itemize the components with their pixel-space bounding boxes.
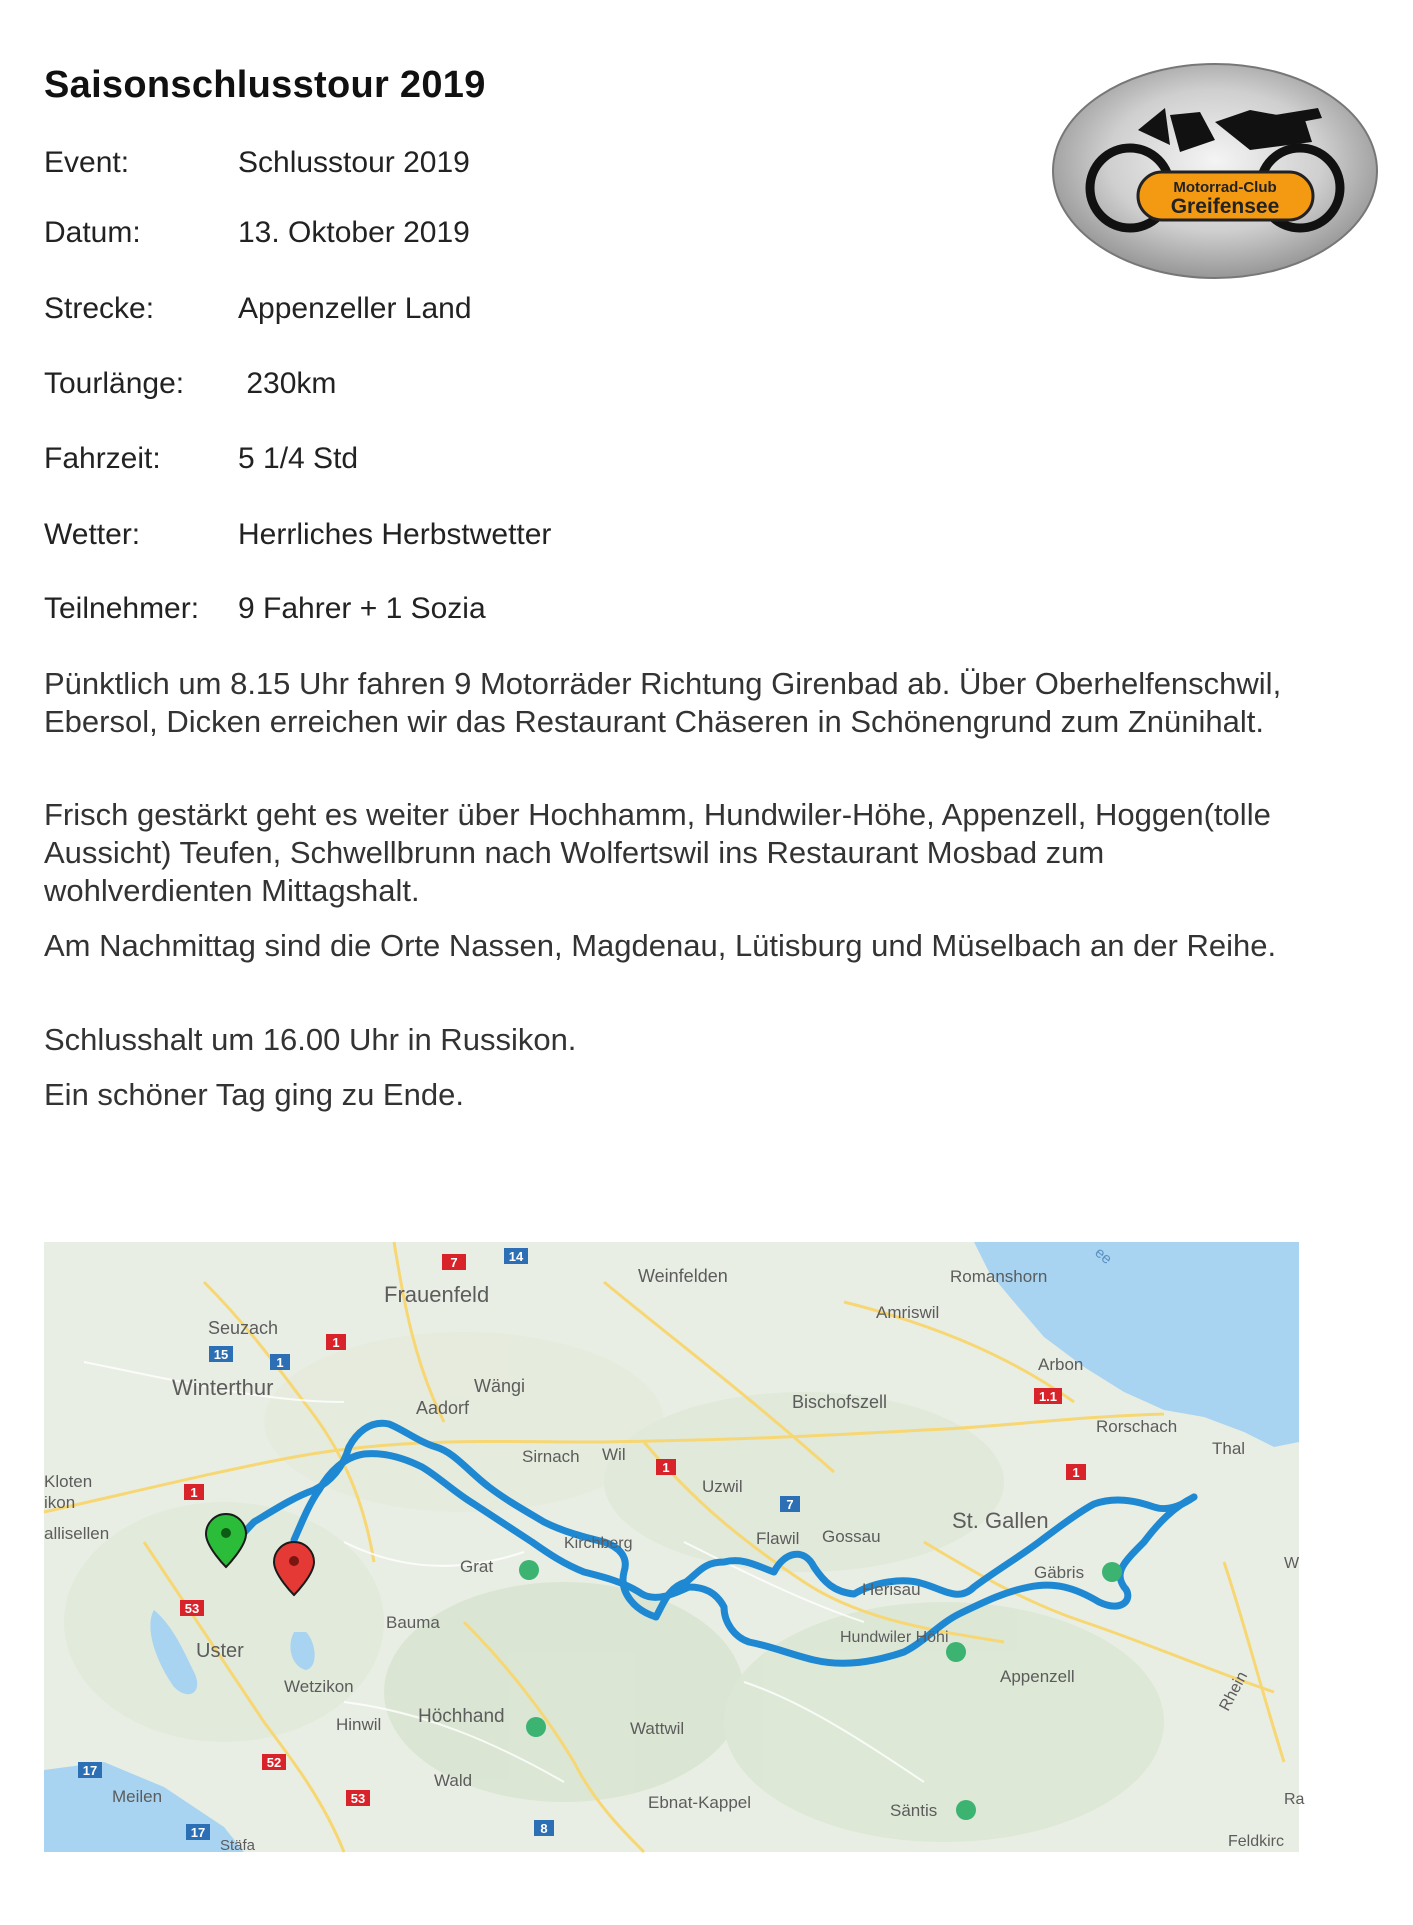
place-label: Gäbris xyxy=(1034,1563,1085,1582)
place-label: Winterthur xyxy=(172,1375,274,1400)
place-label: Aadorf xyxy=(416,1398,470,1418)
place-label: Grat xyxy=(460,1557,494,1576)
place-label: Kloten xyxy=(44,1472,93,1491)
road-shield: 17 xyxy=(190,1825,206,1840)
place-label: Arbon xyxy=(1038,1355,1084,1374)
detail-label: Datum: xyxy=(44,216,141,249)
report-paragraph: Am Nachmittag sind die Orte Nassen, Magdenau, Lütisburg und Müselbach an der Reihe. xyxy=(44,928,1277,963)
place-label: Stäfa xyxy=(220,1837,256,1854)
place-label: Kirchberg xyxy=(564,1535,633,1552)
place-label: Sirnach xyxy=(522,1447,580,1466)
detail-value: 9 Fahrer + 1 Sozia xyxy=(238,592,486,625)
road-shield: 1 xyxy=(1072,1465,1080,1480)
report-paragraph: Frisch gestärkt geht es weiter über Hochhamm, Hundwiler-Höhe, Appenzell, Hoggen(tolle Aussicht) Teufen, Schwellbrunn nach Wolfertswil ins Restaurant Mosbad zum wohlverdienten Mittagshalt. xyxy=(44,797,1271,908)
road-shield: 15 xyxy=(213,1347,229,1362)
place-label: Ra xyxy=(1284,1791,1305,1808)
road-shield: 53 xyxy=(184,1601,200,1616)
route-map[interactable] xyxy=(44,1242,1305,1854)
road-shield: 1.1 xyxy=(1038,1389,1058,1404)
place-label: Säntis xyxy=(890,1801,938,1820)
place-label: Appenzell xyxy=(1000,1667,1075,1686)
place-label: Amriswil xyxy=(876,1303,940,1322)
place-label: Rorschach xyxy=(1096,1417,1178,1436)
place-label: Thal xyxy=(1212,1439,1246,1458)
place-label: ikon xyxy=(44,1493,76,1512)
road-shield: 14 xyxy=(508,1249,524,1264)
road-shield: 17 xyxy=(82,1763,98,1778)
detail-label: Strecke: xyxy=(44,292,155,325)
detail-value: Appenzeller Land xyxy=(238,292,472,325)
place-label: Wald xyxy=(434,1771,473,1790)
place-label: Hundwiler Höhi xyxy=(840,1629,949,1646)
place-label: Ebnat-Kappel xyxy=(648,1793,752,1812)
place-label: Rhein xyxy=(1216,1668,1252,1714)
detail-label: Tourlänge: xyxy=(44,367,185,400)
detail-label: Teilnehmer: xyxy=(44,592,200,625)
logo-line2: Greifensee xyxy=(1170,195,1280,218)
road-shield: 1 xyxy=(276,1355,284,1370)
place-label: Seuzach xyxy=(208,1318,279,1338)
place-label: Herisau xyxy=(862,1580,921,1599)
poi-gabris-icon xyxy=(1102,1562,1122,1582)
place-label: ee xyxy=(1091,1244,1116,1268)
logo-line1: Motorrad-Club xyxy=(1173,179,1277,196)
page-title: Saisonschlusstour 2019 xyxy=(44,64,486,106)
place-label: allisellen xyxy=(44,1524,110,1543)
place-label: Uzwil xyxy=(702,1477,743,1496)
detail-value: 5 1/4 Std xyxy=(238,442,359,475)
place-label: Wil xyxy=(602,1445,626,1464)
place-label: Wattwil xyxy=(630,1719,685,1738)
road-shield: 8 xyxy=(540,1821,548,1836)
place-label: Feldkirc xyxy=(1228,1833,1285,1850)
place-label: Romanshorn xyxy=(950,1267,1048,1286)
detail-label: Event: xyxy=(44,146,130,179)
detail-value: Herrliches Herbstwetter xyxy=(238,518,552,551)
road-shield: 52 xyxy=(266,1755,282,1770)
place-label: Bauma xyxy=(386,1613,440,1632)
detail-label: Fahrzeit: xyxy=(44,442,161,475)
place-label: Uster xyxy=(196,1640,244,1662)
report-paragraph: Pünktlich um 8.15 Uhr fahren 9 Motorräder Richtung Girenbad ab. Über Oberhelfenschwil, Ebersol, Dicken erreichen wir das Restaurant Chäseren in Schönengrund zum Znünihalt. xyxy=(44,666,1282,739)
detail-value: Schlusstour 2019 xyxy=(238,146,470,179)
poi-hoechhand-icon xyxy=(526,1717,546,1737)
place-label: Weinfelden xyxy=(638,1266,728,1286)
report-paragraph: Ein schöner Tag ging zu Ende. xyxy=(44,1077,464,1112)
place-label: W xyxy=(1284,1555,1300,1572)
detail-label: Wetter: xyxy=(44,518,141,551)
road-shield: 7 xyxy=(450,1255,458,1270)
place-label: Flawil xyxy=(756,1529,800,1548)
place-label: Wängi xyxy=(474,1376,526,1396)
place-label: Gossau xyxy=(822,1527,881,1546)
poi-hundwil-icon xyxy=(946,1642,966,1662)
road-shield: 1 xyxy=(332,1335,340,1350)
place-label: Höchhand xyxy=(418,1706,505,1727)
place-label: Hinwil xyxy=(336,1715,382,1734)
road-shield: 1 xyxy=(662,1460,670,1475)
club-logo xyxy=(1050,60,1380,282)
poi-saentis-icon xyxy=(956,1800,976,1820)
road-shield: 1 xyxy=(190,1485,198,1500)
detail-value: 230km xyxy=(238,367,337,400)
place-label: St. Gallen xyxy=(952,1508,1049,1533)
report-paragraph: Schlusshalt um 16.00 Uhr in Russikon. xyxy=(44,1022,577,1057)
place-label: Frauenfeld xyxy=(384,1282,490,1307)
place-label: Bischofszell xyxy=(792,1392,888,1412)
road-shield: 7 xyxy=(786,1497,794,1512)
road-shield: 53 xyxy=(350,1791,366,1806)
detail-value: 13. Oktober 2019 xyxy=(238,216,470,249)
place-label: Meilen xyxy=(112,1787,163,1806)
place-label: Wetzikon xyxy=(284,1677,354,1696)
poi-grat-icon xyxy=(519,1560,539,1580)
